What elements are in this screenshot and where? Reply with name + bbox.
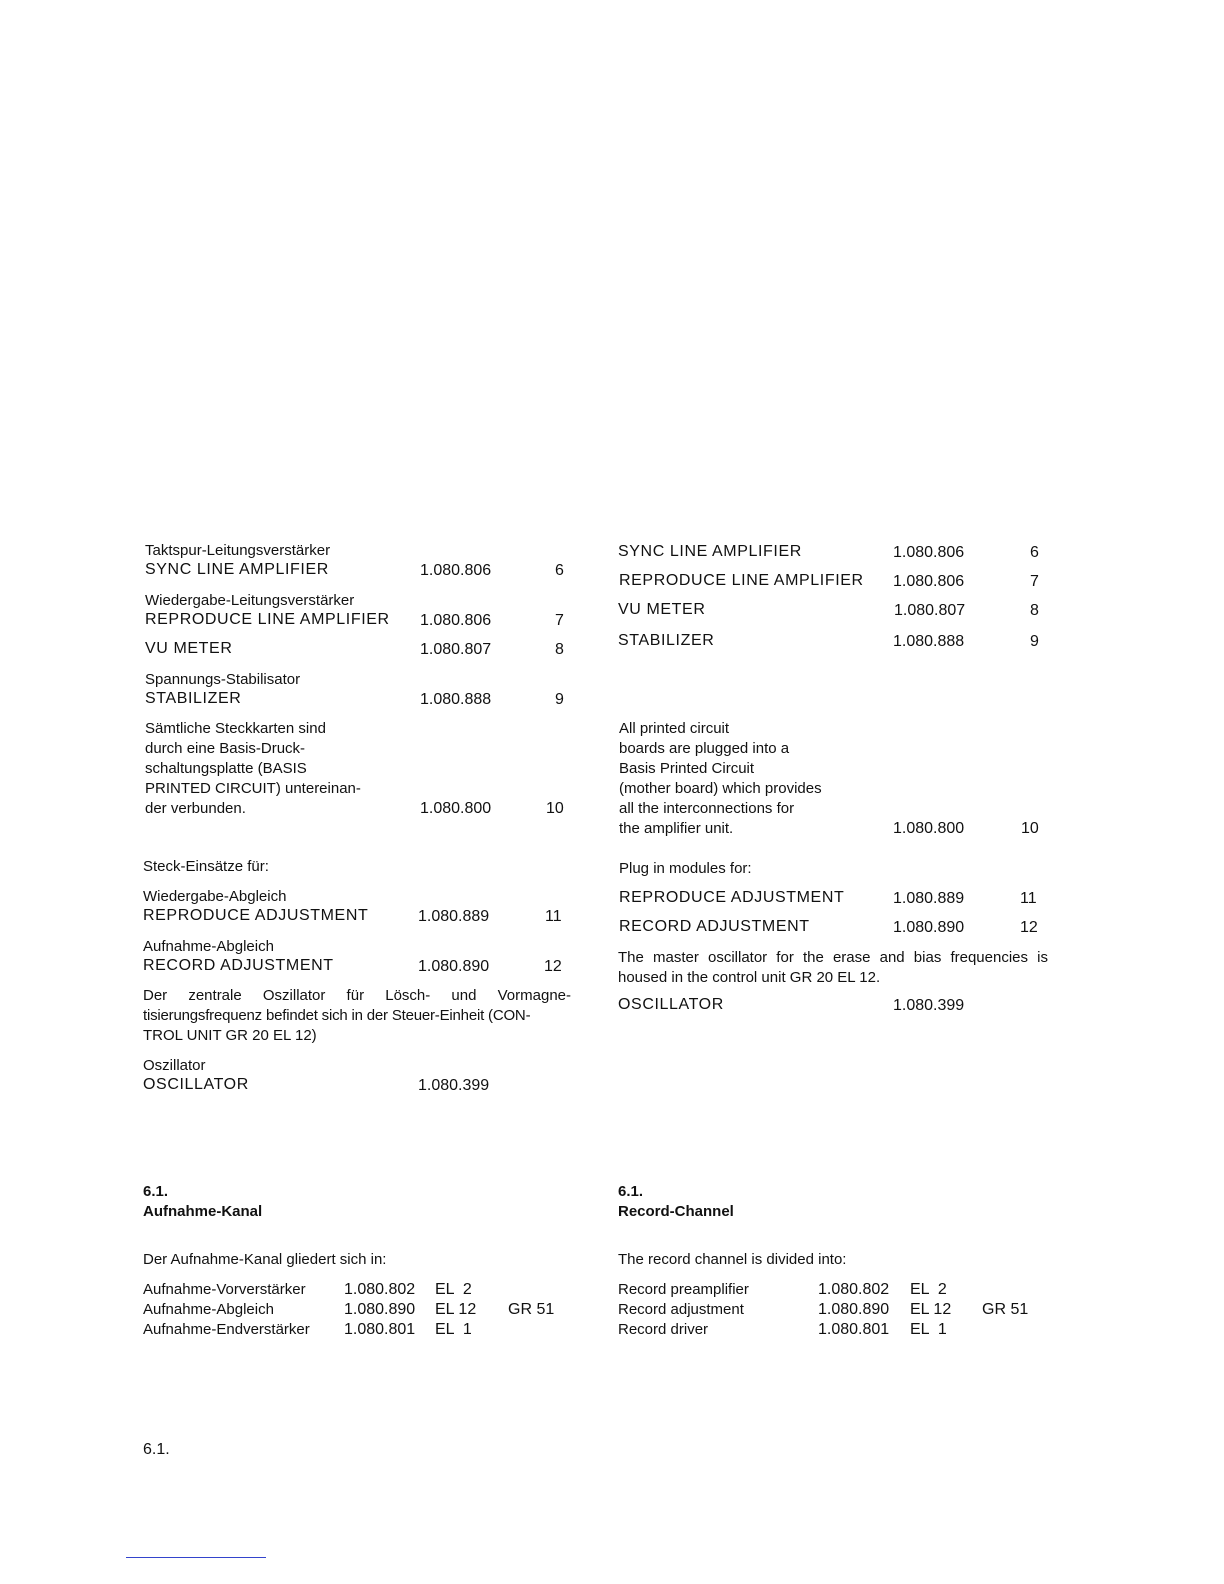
section-title: Record-Channel	[618, 1203, 734, 1220]
entry-german-label: Wiedergabe-Abgleich	[143, 888, 287, 905]
basis-text-line: PRINTED CIRCUIT) untereinan-	[145, 780, 361, 797]
channel-intro: The record channel is divided into:	[618, 1251, 847, 1268]
entry-name: RECORD ADJUSTMENT	[619, 918, 810, 935]
part-number: 1.080.889	[893, 890, 965, 907]
section-number: 6.1.	[618, 1183, 644, 1200]
entry-name: REPRODUCE LINE AMPLIFIER	[619, 572, 864, 589]
channel-row-name: Aufnahme-Vorverstärker	[143, 1281, 306, 1298]
entry-name: VU METER	[618, 601, 706, 618]
plugin-heading: Steck-Einsätze für:	[143, 858, 269, 875]
basis-text-line: schaltungsplatte (BASIS	[145, 760, 307, 777]
entry-name: SYNC LINE AMPLIFIER	[145, 561, 329, 578]
entry-name: REPRODUCE LINE AMPLIFIER	[145, 611, 390, 628]
basis-text-line: (mother board) which provides	[619, 780, 822, 797]
part-number: 1.080.888	[420, 691, 492, 708]
channel-row-el: EL 2	[910, 1281, 947, 1298]
footer-rule	[126, 1557, 266, 1558]
figure-number: 9	[555, 691, 564, 708]
part-number: 1.080.807	[894, 602, 966, 619]
page-number: 6.1.	[143, 1441, 170, 1458]
entry-name: STABILIZER	[618, 632, 715, 649]
section-number: 6.1.	[143, 1183, 169, 1200]
part-number: 1.080.806	[893, 544, 965, 561]
part-number: 1.080.890	[418, 958, 490, 975]
basis-text-line: boards are plugged into a	[619, 740, 790, 757]
basis-text-line: Basis Printed Circuit	[619, 760, 755, 777]
channel-row-name: Record adjustment	[618, 1301, 744, 1318]
part-number: 1.080.800	[420, 800, 492, 817]
entry-name: RECORD ADJUSTMENT	[143, 957, 334, 974]
part-number: 1.080.806	[420, 562, 492, 579]
part-number: 1.080.888	[893, 633, 965, 650]
channel-row-el: EL 2	[435, 1281, 472, 1298]
oscillator-note-line: housed in the control unit GR 20 EL 12.	[618, 969, 881, 986]
channel-row-name: Aufnahme-Endverstärker	[143, 1321, 310, 1338]
entry-name: OSCILLATOR	[618, 996, 724, 1013]
figure-number: 8	[555, 641, 564, 658]
channel-row-el: EL 1	[910, 1321, 947, 1338]
part-number: 1.080.890	[893, 919, 965, 936]
entry-german-label: Wiedergabe-Leitungsverstärker	[145, 592, 355, 609]
channel-row-el: EL 12	[435, 1301, 477, 1318]
part-number: 1.080.399	[418, 1077, 490, 1094]
plugin-heading: Plug in modules for:	[619, 860, 752, 877]
figure-number: 6	[555, 562, 564, 579]
figure-number: 9	[1030, 633, 1039, 650]
figure-number: 11	[545, 908, 562, 925]
entry-name: OSCILLATOR	[143, 1076, 249, 1093]
channel-row-part: 1.080.802	[818, 1281, 890, 1298]
figure-number: 6	[1030, 544, 1039, 561]
channel-intro: Der Aufnahme-Kanal gliedert sich in:	[143, 1251, 387, 1268]
figure-number: 10	[546, 800, 564, 817]
channel-row-gr: GR 51	[508, 1301, 555, 1318]
channel-row-part: 1.080.801	[344, 1321, 416, 1338]
figure-number: 10	[1021, 820, 1039, 837]
basis-text-line: the amplifier unit.	[619, 820, 734, 837]
channel-row-name: Record driver	[618, 1321, 709, 1338]
channel-row-name: Record preamplifier	[618, 1281, 749, 1298]
channel-row-part: 1.080.890	[344, 1301, 416, 1318]
basis-text-line: Sämtliche Steckkarten sind	[145, 720, 326, 737]
part-number: 1.080.806	[893, 573, 965, 590]
section-title: Aufnahme-Kanal	[143, 1203, 263, 1220]
basis-text-line: all the interconnections for	[619, 800, 795, 817]
oscillator-note-line: tisierungsfrequenz befindet sich in der Steuer-Einheit (CON-	[143, 1007, 531, 1024]
entry-name: SYNC LINE AMPLIFIER	[618, 543, 802, 560]
channel-row-part: 1.080.890	[818, 1301, 890, 1318]
part-number: 1.080.889	[418, 908, 490, 925]
figure-number: 7	[1030, 573, 1039, 590]
figure-number: 11	[1020, 890, 1037, 907]
entry-german-label: Aufnahme-Abgleich	[143, 938, 274, 955]
entry-name: REPRODUCE ADJUSTMENT	[619, 889, 845, 906]
part-number: 1.080.806	[420, 612, 492, 629]
oscillator-note-line: TROL UNIT GR 20 EL 12)	[143, 1027, 317, 1044]
oscillator-note-line: The master oscillator for the erase and bias frequencies is	[618, 949, 1048, 966]
figure-number: 12	[1020, 919, 1038, 936]
figure-number: 8	[1030, 602, 1039, 619]
entry-german-label: Taktspur-Leitungsverstärker	[145, 542, 331, 559]
entry-german-label: Spannungs-Stabilisator	[145, 671, 301, 688]
channel-row-part: 1.080.802	[344, 1281, 416, 1298]
part-number: 1.080.399	[893, 997, 965, 1014]
entry-german-label: Oszillator	[143, 1057, 206, 1074]
basis-text-line: durch eine Basis-Druck-	[145, 740, 306, 757]
channel-row-name: Aufnahme-Abgleich	[143, 1301, 274, 1318]
basis-text-line: der verbunden.	[145, 800, 246, 817]
oscillator-note-line: Der zentrale Oszillator für Lösch- und Vormagne-	[143, 987, 571, 1004]
figure-number: 7	[555, 612, 564, 629]
entry-name: VU METER	[145, 640, 233, 657]
part-number: 1.080.800	[893, 820, 965, 837]
basis-text-line: All printed circuit	[619, 720, 730, 737]
channel-row-el: EL 1	[435, 1321, 472, 1338]
channel-row-part: 1.080.801	[818, 1321, 890, 1338]
entry-name: REPRODUCE ADJUSTMENT	[143, 907, 369, 924]
channel-row-el: EL 12	[910, 1301, 952, 1318]
entry-name: STABILIZER	[145, 690, 242, 707]
figure-number: 12	[544, 958, 562, 975]
channel-row-gr: GR 51	[982, 1301, 1029, 1318]
part-number: 1.080.807	[420, 641, 492, 658]
